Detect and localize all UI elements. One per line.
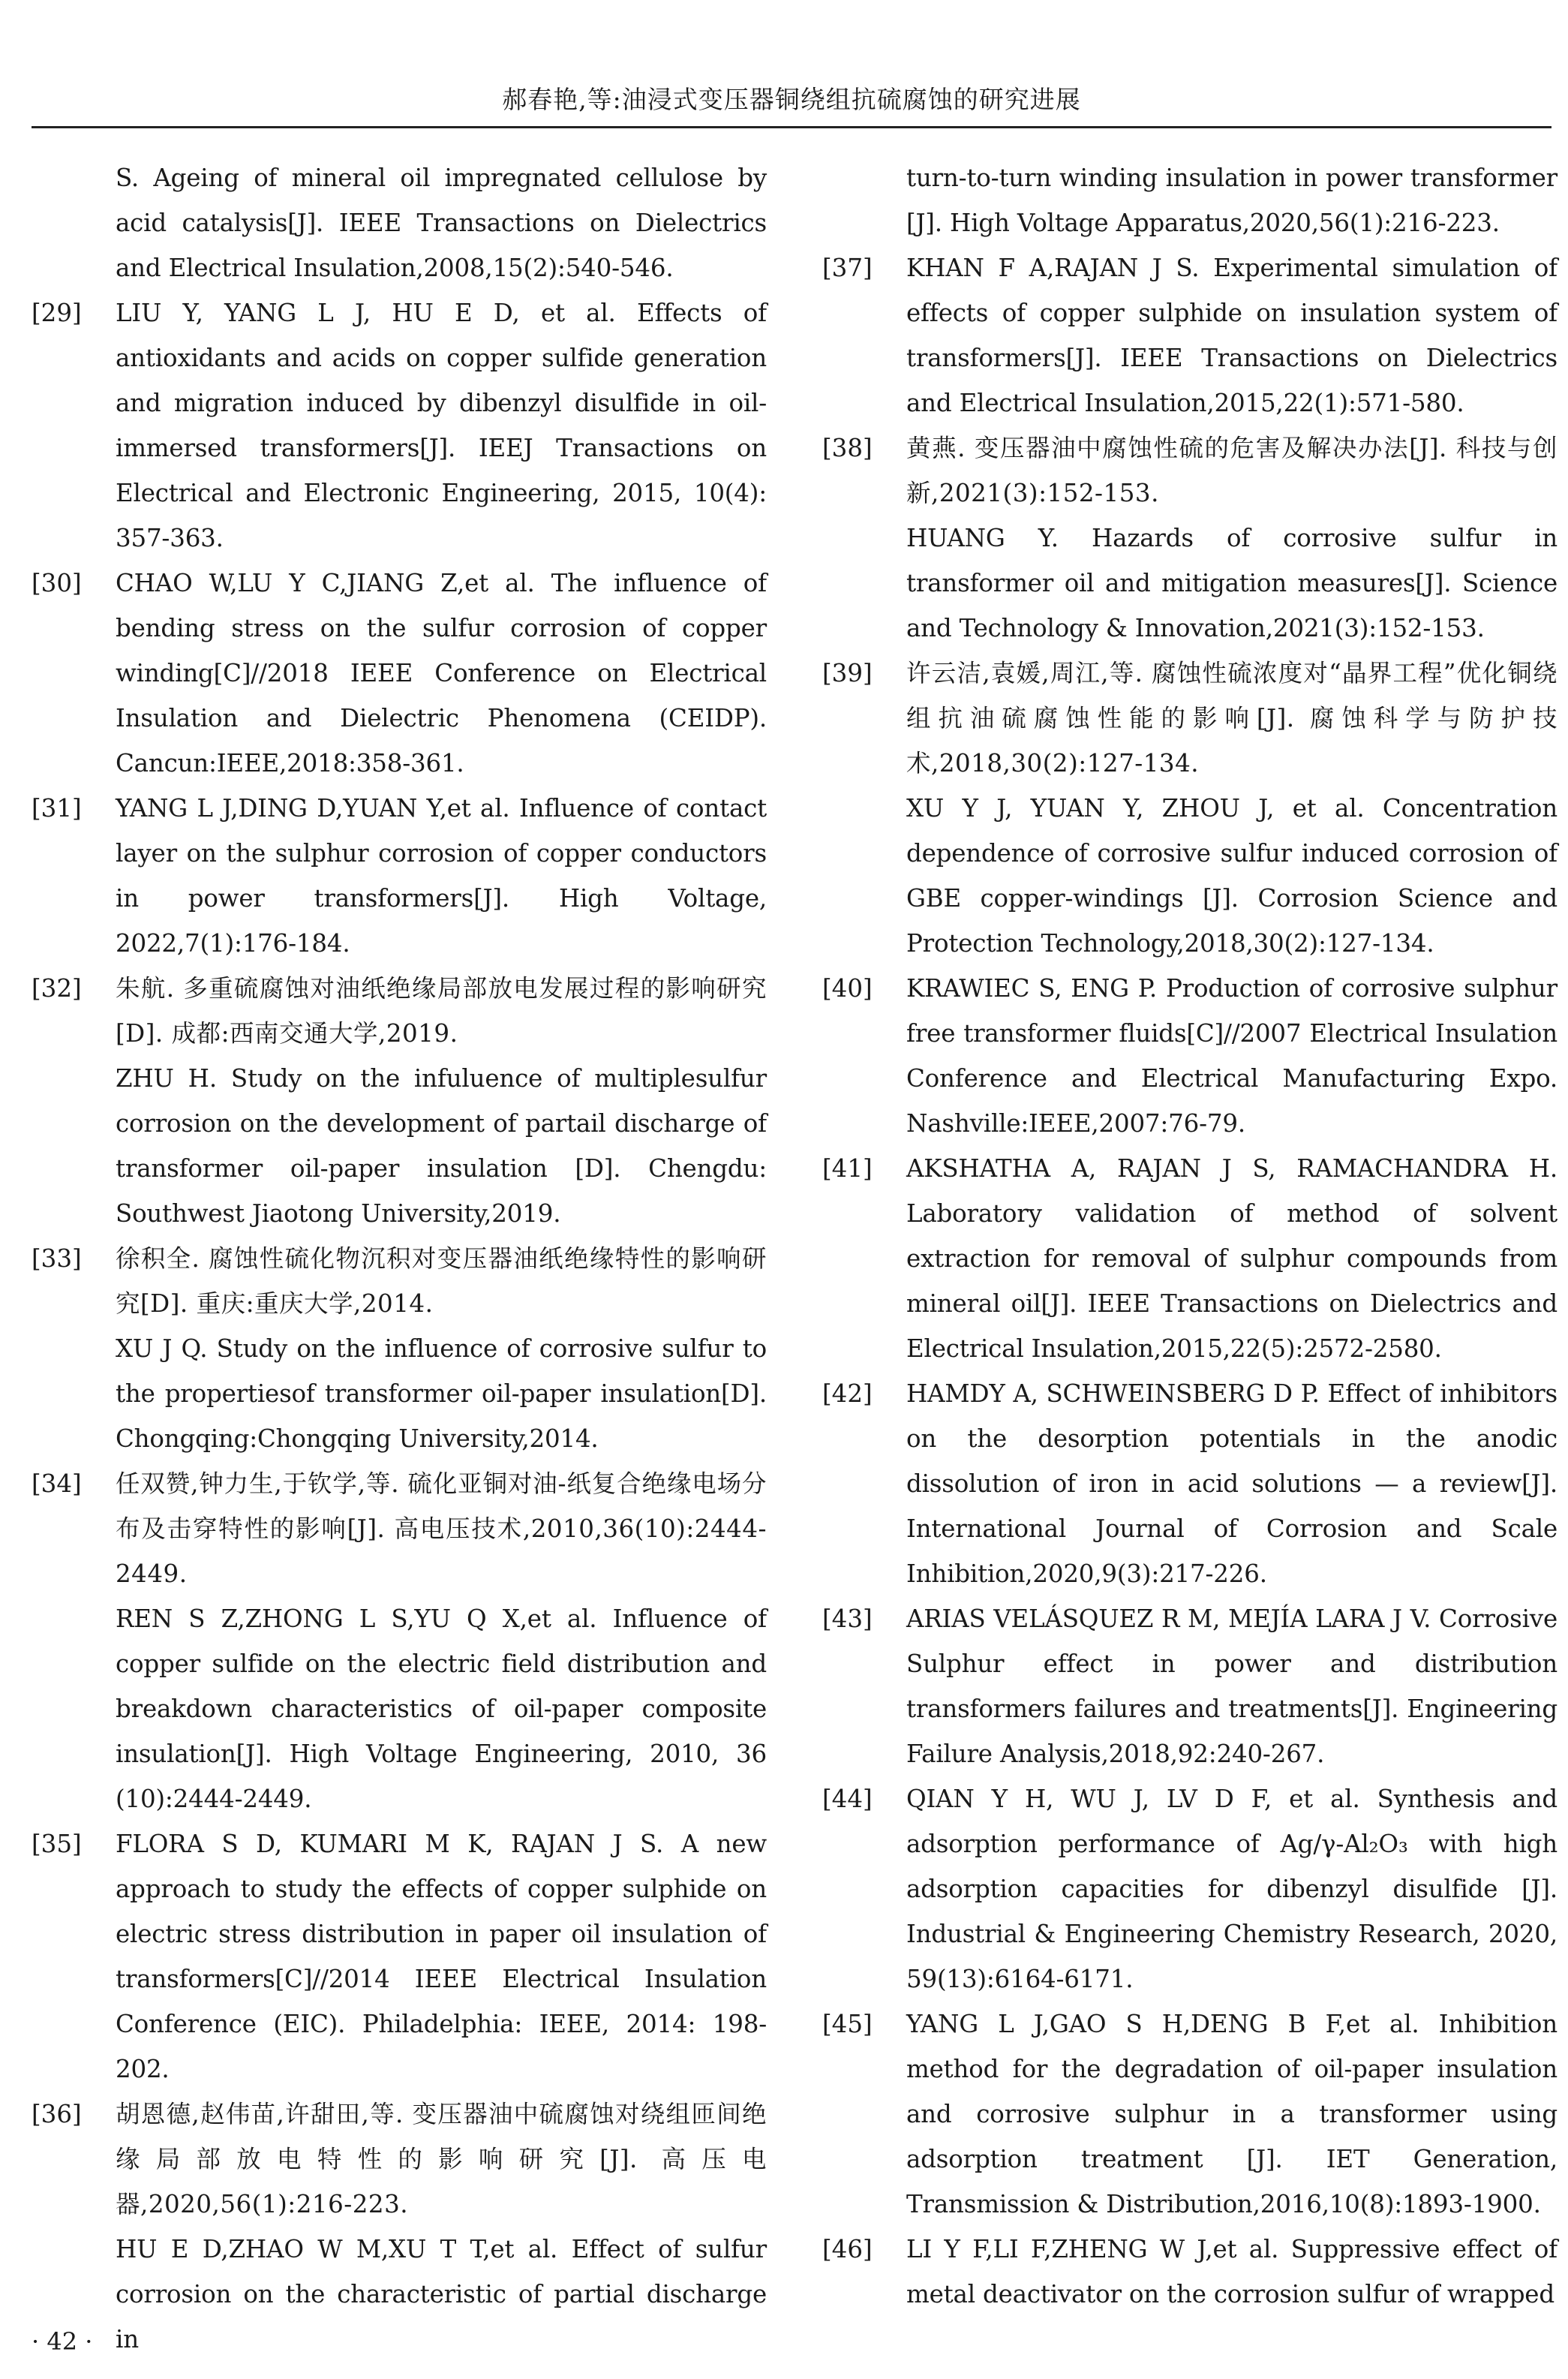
reference-text-chinese: 徐积全. 腐蚀性硫化物沉积对变压器油纸绝缘特性的影响研究[D]. 重庆:重庆大学,2014. <box>116 1244 767 1318</box>
reference-number: [46] <box>822 2235 873 2263</box>
reference-entry <box>822 1371 1557 1596</box>
reference-text: HAMDY A, SCHWEINSBERG D P. Effect of inhibitors on the desorption potentials in the anodic dissolution of iron in acid solutions — a review[J]. International Journal of Corrosion and Scale Inhibition,2020,9(3):217-226. <box>906 1379 1557 1588</box>
reference-entry <box>32 1461 767 1821</box>
reference-entry <box>822 1596 1557 1776</box>
reference-text-english: HUANG Y. Hazards of corrosive sulfur in transformer oil and mitigation measures[J]. Science and Technology & Innovation,2021(3):152-153. <box>906 524 1557 642</box>
running-header <box>32 74 1551 128</box>
reference-text-chinese: 许云洁,袁媛,周江,等. 腐蚀性硫浓度对“晶界工程”优化铜绕组抗油硫腐蚀性能的影响[J]. 腐蚀科学与防护技术,2018,30(2):127-134. <box>906 659 1557 777</box>
reference-entry <box>32 290 767 561</box>
reference-entry <box>32 1236 767 1461</box>
reference-text: S. Ageing of mineral oil impregnated cellulose by acid catalysis[J]. IEEE Transactions on Dielectrics and Electrical Insulation,2008,15(2):540-546. <box>116 164 767 282</box>
reference-entry <box>822 155 1557 245</box>
reference-text: KHAN F A,RAJAN J S. Experimental simulation of effects of copper sulphide on insulation system of transformers[J]. IEEE Transactions on Dielectrics and Electrical Insulation,2015,22(1):571-580. <box>906 254 1557 417</box>
reference-text-english: XU Y J, YUAN Y, ZHOU J, et al. Concentration dependence of corrosive sulfur induced corrosion of GBE copper-windings [J]. Corrosion Science and Protection Technology,2018,30(2):127-134. <box>906 794 1557 958</box>
reference-text: CHAO W,LU Y C,JIANG Z,et al. The influence of bending stress on the sulfur corrosion of copper winding[C]//2018 IEEE Conference on Electrical Insulation and Dielectric Phenomena (CEIDP). Cancun:IEEE,2018:358-361. <box>116 569 767 777</box>
reference-number: [32] <box>32 974 82 1003</box>
reference-number: [37] <box>822 254 873 282</box>
reference-text: YANG L J,DING D,YUAN Y,et al. Influence of contact layer on the sulphur corrosion of copper conductors in power transformers[J]. High Voltage, 2022,7(1):176-184. <box>116 794 767 958</box>
reference-column-right <box>822 155 1557 2317</box>
reference-entry <box>822 245 1557 426</box>
reference-text-english: ZHU H. Study on the infuluence of multiplesulfur corrosion on the development of partail discharge of transformer oil-paper insulation [D]. Chengdu: Southwest Jiaotong University,2019. <box>116 1064 767 1228</box>
reference-number: [45] <box>822 2010 873 2038</box>
reference-entry <box>822 1146 1557 1371</box>
reference-entry <box>32 966 767 1236</box>
reference-number: [39] <box>822 659 873 687</box>
reference-entry <box>822 2002 1557 2227</box>
reference-entry <box>822 1776 1557 2002</box>
reference-number: [33] <box>32 1244 82 1273</box>
reference-entry <box>32 1821 767 2092</box>
reference-number: [29] <box>32 299 82 327</box>
reference-number: [38] <box>822 434 873 462</box>
running-header-title: 郝春艳,等:油浸式变压器铜绕组抗硫腐蚀的研究进展 <box>502 85 1081 114</box>
reference-number: [30] <box>32 569 82 597</box>
reference-entry <box>822 2227 1557 2317</box>
reference-number: [44] <box>822 1785 873 1813</box>
reference-number: [35] <box>32 1830 82 1858</box>
reference-text: QIAN Y H, WU J, LV D F, et al. Synthesis and adsorption performance of Ag/γ-Al₂O₃ with high adsorption capacities for dibenzyl disulfide [J]. Industrial & Engineering Chemistry Research, 2020, 59(13):6164-6171. <box>906 1785 1557 1993</box>
reference-text: KRAWIEC S, ENG P. Production of corrosive sulphur free transformer fluids[C]//2007 Electrical Insulation Conference and Electrical Manufacturing Expo. Nashville:IEEE,2007:76-79. <box>906 974 1557 1138</box>
reference-number: [41] <box>822 1154 873 1183</box>
reference-text: LI Y F,LI F,ZHENG W J,et al. Suppressive effect of metal deactivator on the corrosion sulfur of wrapped <box>906 2235 1557 2308</box>
reference-number: [43] <box>822 1605 873 1633</box>
reference-text-chinese: 黄燕. 变压器油中腐蚀性硫的危害及解决办法[J]. 科技与创新,2021(3):152-153. <box>906 434 1557 507</box>
reference-text: turn-to-turn winding insulation in power transformer [J]. High Voltage Apparatus,2020,56(1):216-223. <box>906 164 1557 237</box>
reference-text-chinese: 朱航. 多重硫腐蚀对油纸绝缘局部放电发展过程的影响研究[D]. 成都:西南交通大学,2019. <box>116 974 767 1048</box>
page-number: · 42 · <box>32 2327 93 2356</box>
reference-number: [34] <box>32 1469 82 1498</box>
reference-entry <box>32 2092 767 2362</box>
reference-text: FLORA S D, KUMARI M K, RAJAN J S. A new approach to study the effects of copper sulphide on electric stress distribution in paper oil insulation of transformers[C]//2014 IEEE Electrical Insulation Conference (EIC). Philadelphia: IEEE, 2014: 198-202. <box>116 1830 767 2083</box>
reference-entry <box>32 786 767 966</box>
reference-text: YANG L J,GAO S H,DENG B F,et al. Inhibition method for the degradation of oil-paper insulation and corrosive sulphur in a transformer using adsorption treatment [J]. IET Generation, Transmission & Distribution,2016,10(8):1893-1900. <box>906 2010 1557 2218</box>
reference-text: ARIAS VELÁSQUEZ R M, MEJÍA LARA J V. Corrosive Sulphur effect in power and distribution transformers failures and treatments[J]. Engineering Failure Analysis,2018,92:240-267. <box>906 1605 1557 1768</box>
reference-text-chinese: 任双赞,钟力生,于钦学,等. 硫化亚铜对油-纸复合绝缘电场分布及击穿特性的影响[J]. 高电压技术,2010,36(10):2444-2449. <box>116 1469 767 1588</box>
reference-text-chinese: 胡恩德,赵伟苗,许甜田,等. 变压器油中硫腐蚀对绕组匝间绝缘局部放电特性的影响研究[J]. 高压电器,2020,56(1):216-223. <box>116 2100 767 2218</box>
reference-number: [40] <box>822 974 873 1003</box>
reference-text-english: REN S Z,ZHONG L S,YU Q X,et al. Influence of copper sulfide on the electric field distribution and breakdown characteristics of oil-paper composite insulation[J]. High Voltage Engineering, 2010, 36 (10):2444-2449. <box>116 1605 767 1813</box>
reference-entry <box>32 561 767 786</box>
reference-entry <box>822 426 1557 651</box>
reference-text-english: XU J Q. Study on the influence of corrosive sulfur to the propertiesof transformer oil-paper insulation[D]. Chongqing:Chongqing University,2014. <box>116 1334 767 1453</box>
reference-number: [31] <box>32 794 82 823</box>
reference-number: [42] <box>822 1379 873 1408</box>
reference-column-left <box>32 155 767 2362</box>
reference-entry <box>822 651 1557 966</box>
reference-number: [36] <box>32 2100 82 2128</box>
reference-text: AKSHATHA A, RAJAN J S, RAMACHANDRA H. Laboratory validation of method of solvent extraction for removal of sulphur compounds from mineral oil[J]. IEEE Transactions on Dielectrics and Electrical Insulation,2015,22(5):2572-2580. <box>906 1154 1557 1363</box>
reference-entry <box>822 966 1557 1146</box>
reference-entry <box>32 155 767 290</box>
reference-text: LIU Y, YANG L J, HU E D, et al. Effects of antioxidants and acids on copper sulfide generation and migration induced by dibenzyl disulfide in oil-immersed transformers[J]. IEEJ Transactions on Electrical and Electronic Engineering, 2015, 10(4): 357-363. <box>116 299 767 552</box>
reference-text-english: HU E D,ZHAO W M,XU T T,et al. Effect of sulfur corrosion on the characteristic of partial discharge in <box>116 2235 767 2353</box>
